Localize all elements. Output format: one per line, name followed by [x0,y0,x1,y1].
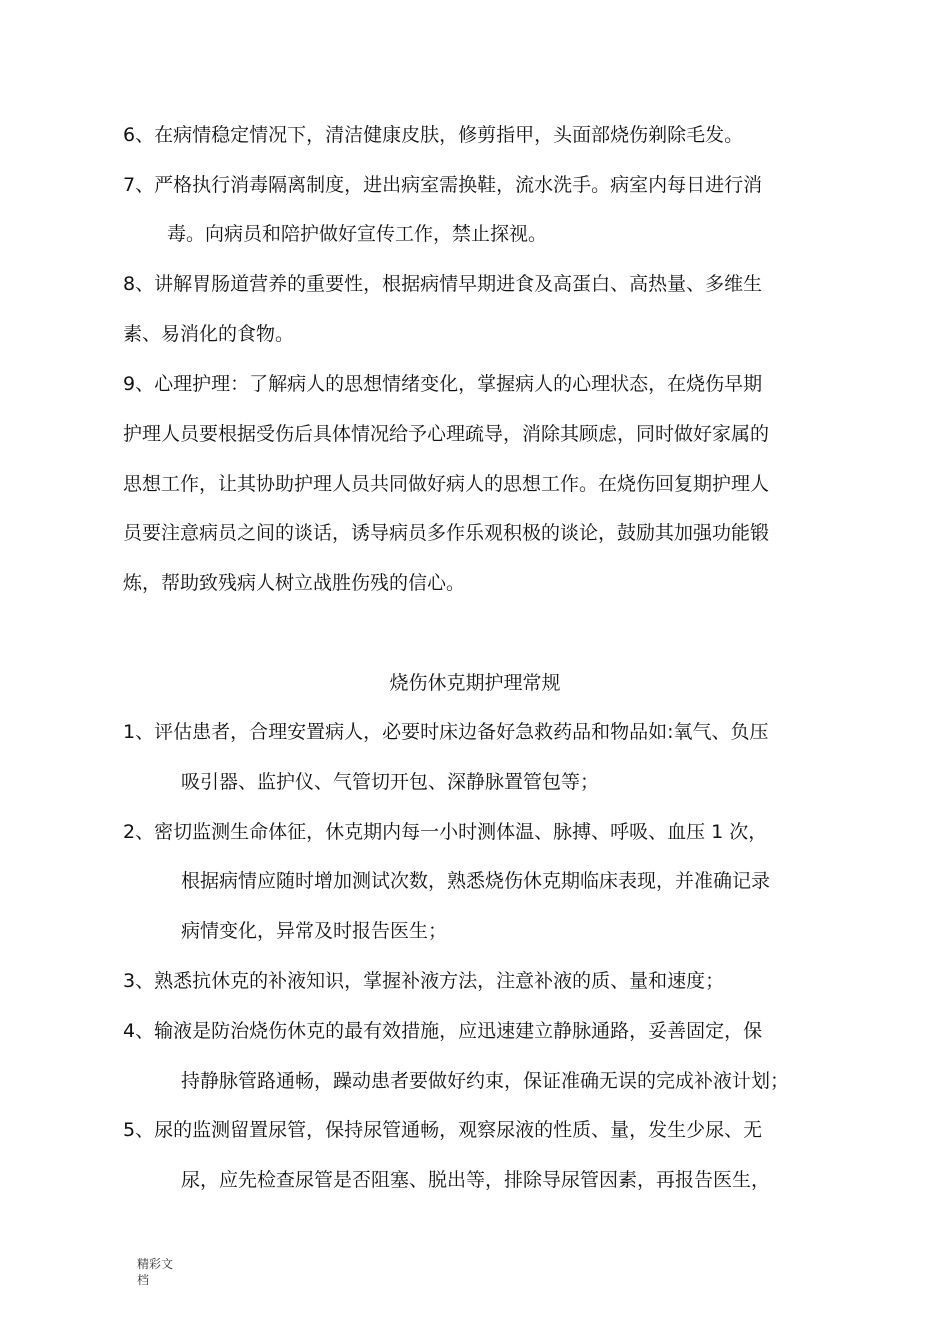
footer-line: 精彩文 [137,1257,174,1271]
text-line: 炼，帮助致残病人树立战胜伤残的信心。 [123,572,466,594]
text-line: 持静脉管路通畅，躁动患者要做好约束，保证准确无误的完成补液计划； [181,1070,790,1092]
text-line: 思想工作，让其协助护理人员共同做好病人的思想工作。在烧伤回复期护理人 [123,473,770,495]
text-line: 4、输液是防治烧伤休克的最有效措施，应迅速建立静脉通路，妥善固定，保 [123,1020,763,1042]
text-line: 护理人员要根据受伤后具体情况给予心理疏导，消除其顾虑，同时做好家属的 [123,423,770,445]
text-line: 8、讲解胃肠道营养的重要性，根据病情早期进食及高蛋白、高热量、多维生 [123,273,763,295]
text-line: 3、熟悉抗休克的补液知识，掌握补液方法，注意补液的质、量和速度； [123,970,725,992]
text-line: 病情变化，异常及时报告医生； [181,920,448,942]
footer-watermark [137,1256,173,1288]
text-line: 吸引器、监护仪、气管切开包、深静脉置管包等； [181,771,600,793]
text-line: 根据病情应随时增加测试次数，熟悉烧伤休克期临床表现，并准确记录 [181,870,771,892]
text-line: 6、在病情稳定情况下，清洁健康皮肤，修剪指甲，头面部烧伤剃除毛发。 [123,124,744,146]
section-title: 烧伤休克期护理常规 [389,672,561,694]
text-line: 5、尿的监测留置尿管，保持尿管通畅，观察尿液的性质、量，发生少尿、无 [123,1119,763,1141]
footer-line: 档 [137,1273,150,1287]
text-line: 员要注意病员之间的谈话，诱导病员多作乐观积极的谈论，鼓励其加强功能锻 [123,522,770,544]
text-line: 9、心理护理：了解病人的思想情绪变化，掌握病人的心理状态，在烧伤早期 [123,373,763,395]
text-line: 尿，应先检查尿管是否阻塞、脱出等，排除导尿管因素，再报告医生， [181,1169,771,1191]
text-line: 素、易消化的食物。 [123,323,295,345]
text-line: 7、严格执行消毒隔离制度，进出病室需换鞋，流水洗手。病室内每日进行消 [123,174,763,196]
text-line: 毒。向病员和陪护做好宣传工作，禁止探视。 [167,223,548,245]
text-line: 1、评估患者，合理安置病人，必要时床边备好急救药品和物品如:氧气、负压 [123,721,769,743]
text-line: 2、密切监测生命体征，休克期内每一小时测体温、脉搏、呼吸、血压 1 次， [123,821,768,843]
